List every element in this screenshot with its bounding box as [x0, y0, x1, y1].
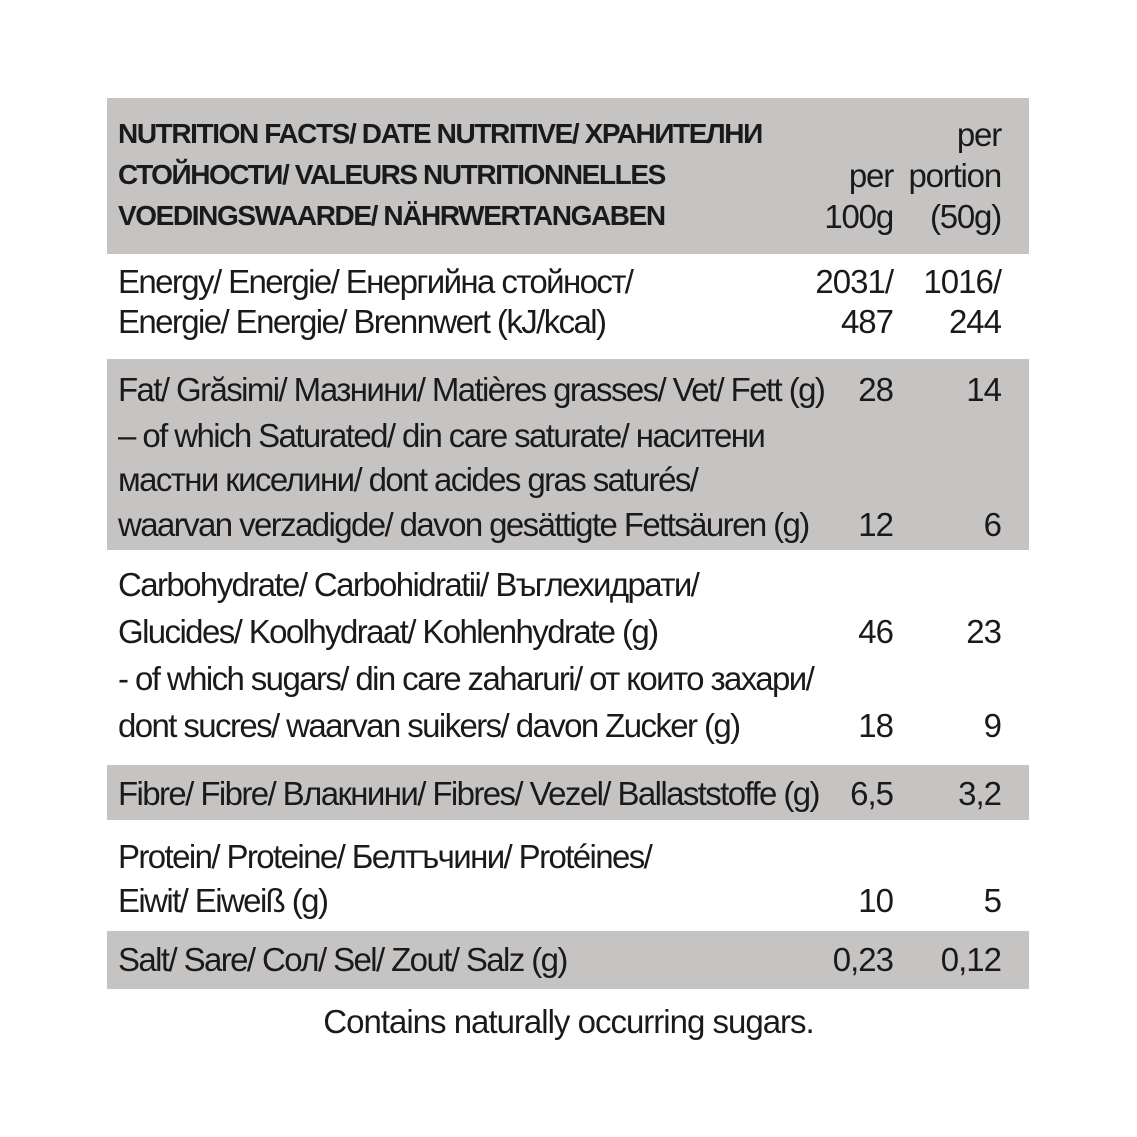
salt-label: Salt/ Sare/ Сол/ Sel/ Zout/ Salz (g) [118, 941, 567, 978]
salt-per100: 0,23 [832, 941, 893, 978]
header-title-line1: NUTRITION FACTS/ DATE NUTRITIVE/ ХРАНИТЕЛНИ [118, 118, 762, 149]
nutrition-table [107, 98, 1029, 989]
salt-row [107, 931, 1029, 989]
header-title-line3: VOEDINGSWAARDE/ NÄHRWERTANGABEN [118, 200, 665, 231]
sugars-label-line1: - of which sugars/ din care zaharuri/ от които захари/ [118, 660, 814, 697]
carbohydrate-portion: 23 [966, 613, 1001, 650]
sugars-label-line2: dont sucres/ waarvan suikers/ davon Zucker (g) [118, 707, 740, 744]
fat-per100: 28 [858, 371, 893, 408]
energy-row [107, 260, 1029, 353]
header-portion-line3: (50g) [929, 198, 1001, 235]
protein-portion: 5 [983, 882, 1001, 919]
fat-label: Fat/ Grăsimi/ Мазнини/ Matières grasses/ Vet/ Fett (g) [118, 371, 825, 408]
fibre-portion: 3,2 [958, 775, 1001, 812]
salt-portion: 0,12 [940, 941, 1001, 978]
sugars-portion: 9 [983, 707, 1001, 744]
carbohydrate-row [107, 556, 1029, 759]
header-per100-line1: per [848, 157, 893, 194]
fibre-label: Fibre/ Fibre/ Влакнини/ Fibres/ Vezel/ Ballaststoffe (g) [118, 775, 819, 812]
protein-label-line2: Eiwit/ Eiweiß (g) [118, 882, 328, 919]
footnote: Contains naturally occurring sugars. [323, 1003, 814, 1040]
saturated-label-line2: мастни киселини/ dont acides gras saturés/ [118, 461, 698, 498]
energy-portion-line1: 1016/ [923, 263, 1001, 300]
fibre-row [107, 765, 1029, 820]
saturated-label-line3: waarvan verzadigde/ davon gesättigte Fettsäuren (g) [118, 506, 809, 543]
carbohydrate-label-line2: Glucides/ Koolhydraat/ Kohlenhydrate (g) [118, 613, 658, 650]
saturated-per100: 12 [858, 506, 893, 543]
header-portion-line1: per [956, 116, 1001, 153]
saturated-portion: 6 [983, 506, 1001, 543]
sugars-per100: 18 [858, 707, 893, 744]
energy-label-line1: Energy/ Energie/ Енергийна стойност/ [118, 263, 633, 300]
saturated-label-line1: – of which Saturated/ din care saturate/ наситени [118, 417, 765, 454]
fat-row [107, 359, 1029, 550]
energy-portion-line2: 244 [948, 303, 1001, 340]
protein-row [107, 826, 1029, 925]
energy-per100-line1: 2031/ [815, 263, 893, 300]
carbohydrate-label-line1: Carbohydrate/ Carbohidratii/ Въглехидрати/ [118, 566, 699, 603]
fibre-per100: 6,5 [850, 775, 893, 812]
header-row [107, 98, 1029, 254]
carbohydrate-per100: 46 [858, 613, 893, 650]
energy-label-line2: Energie/ Energie/ Brennwert (kJ/kcal) [118, 303, 606, 340]
energy-per100-line2: 487 [840, 303, 893, 340]
header-per100-line2: 100g [824, 198, 893, 235]
header-title-line2: СТОЙНОСТИ/ VALEURS NUTRITIONNELLES [118, 159, 665, 190]
header-portion-line2: portion [908, 157, 1001, 194]
fat-portion: 14 [966, 371, 1001, 408]
protein-label-line1: Protein/ Proteine/ Белтъчини/ Protéines/ [118, 838, 652, 875]
protein-per100: 10 [858, 882, 893, 919]
